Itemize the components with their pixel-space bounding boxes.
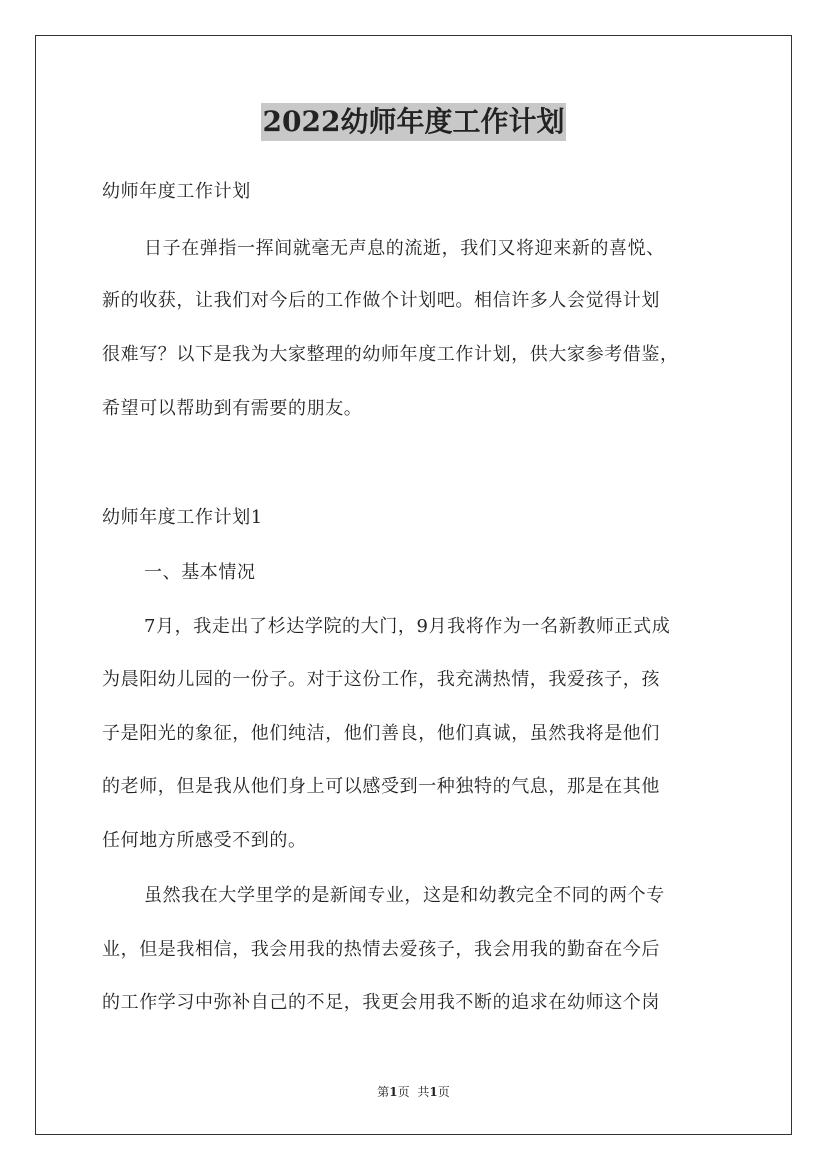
page-label-prefix: 第 [377, 1085, 390, 1099]
intro-line: 日子在弹指一挥间就毫无声息的流逝，我们又将迎来新的喜悦、 [144, 238, 665, 259]
total-label-prefix: 共 [417, 1085, 430, 1099]
total-label-suffix: 页 [437, 1085, 450, 1099]
intro-line: 很难写？以下是我为大家整理的幼师年度工作计划，供大家参考借鉴， [102, 344, 679, 365]
paragraph-line: 业，但是我相信，我会用我的热情去爱孩子，我会用我的勤奋在今后 [102, 939, 660, 960]
subsection-title: 一、基本情况 [144, 562, 256, 583]
paragraph-line: 的工作学习中弥补自己的不足，我更会用我不断的追求在幼师这个岗 [102, 992, 660, 1013]
paragraph-line: 的老师，但是我从他们身上可以感受到一种独特的气息，那是在其他 [102, 776, 660, 797]
page-footer [0, 1084, 827, 1100]
page-current: 1 [389, 1085, 398, 1099]
intro-line: 新的收获，让我们对今后的工作做个计划吧。相信许多人会觉得计划 [102, 290, 660, 311]
page-total: 1 [429, 1085, 438, 1099]
title-container [0, 103, 827, 141]
intro-line: 希望可以帮助到有需要的朋友。 [102, 398, 363, 419]
page-label-suffix: 页 [397, 1085, 410, 1099]
document-title: 2022幼师年度工作计划 [261, 103, 567, 141]
subtitle: 幼师年度工作计划 [102, 181, 251, 202]
paragraph-line: 7月，我走出了杉达学院的大门，9月我将作为一名新教师正式成 [144, 616, 671, 637]
paragraph-line: 任何地方所感受不到的。 [102, 830, 307, 851]
paragraph-line: 为晨阳幼儿园的一份子。对于这份工作，我充满热情，我爱孩子，孩 [102, 669, 660, 690]
paragraph-line: 虽然我在大学里学的是新闻专业，这是和幼教完全不同的两个专 [144, 885, 665, 906]
section-title: 幼师年度工作计划1 [102, 507, 263, 528]
paragraph-line: 子是阳光的象征，他们纯洁，他们善良，他们真诚，虽然我将是他们 [102, 723, 660, 744]
